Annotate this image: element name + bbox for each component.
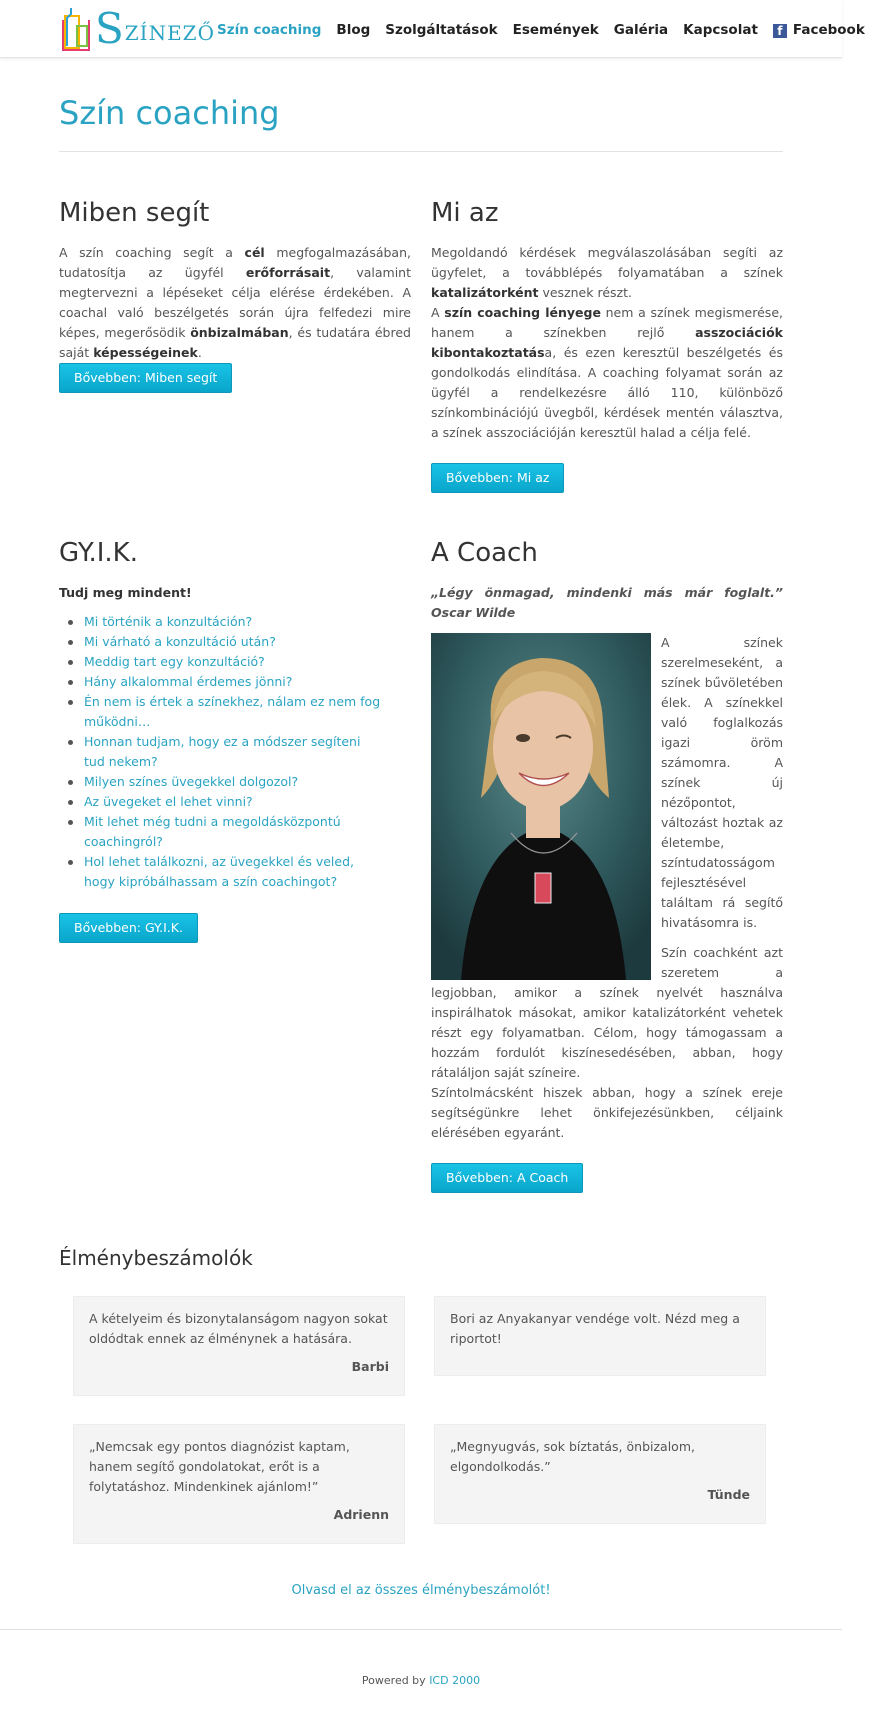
gyik-more-button[interactable]: Bővebben: GY.I.K. [59,913,198,943]
faq-link[interactable]: Honnan tudjam, hogy ez a módszer segíteni tud nekem? [84,732,384,772]
icd-link[interactable]: ICD 2000 [429,1674,481,1687]
faq-link[interactable]: Mi történik a konzultáción? [84,612,384,632]
bottles-logo-icon [59,6,93,52]
faq-link[interactable]: Milyen színes üvegekkel dolgozol? [84,772,384,792]
coach-quote: „Légy önmagad, mindenki más már foglalt.” Oscar Wilde [431,585,783,620]
coach-paragraph-2: Szín coachként azt szeretem a legjobban, amikor a színek nyelvét használva inspirálhatok másokat, amikor katalizátorként vehetek részt egy folyamatban. Célom, hogy támogassam a hozzám fordulót kiszínesedésében, abban, hogy rátaláljon saját színeire. [431,945,783,1080]
testimonial-text: A kételyeim és bizonytalanságom nagyon sokat oldódtak ennek az élménynek a hatására. [89,1311,388,1346]
miben-title: Miben segít [59,198,210,228]
faq-link[interactable]: Mit lehet még tudni a megoldásközpontú coachingról? [84,812,384,852]
gyik-subtitle: Tudj meg mindent! [59,585,192,600]
facebook-icon: f [773,24,787,38]
testimonial-text: Bori az Anyakanyar vendége volt. Nézd meg a riportot! [450,1311,740,1346]
testimonial-card [434,1424,766,1524]
page-title: Szín coaching [59,94,280,132]
faq-link[interactable]: Hány alkalommal érdemes jönni? [84,672,384,692]
nav-galeria[interactable]: Galéria [613,22,669,38]
logo-wordmark: SZÍNEZŐ [95,4,215,53]
powered-by-label: Powered by [361,1674,426,1687]
coach-more-button[interactable]: Bővebben: A Coach [431,1163,583,1193]
title-divider [59,151,783,152]
gyik-list [84,612,384,892]
miben-more-button[interactable]: Bővebben: Miben segít [59,363,232,393]
facebook-label: Facebook [792,22,865,38]
nav-esemenyek[interactable]: Események [512,22,599,38]
all-testimonials-link[interactable]: Olvasd el az összes élménybeszámolót! [291,1583,551,1598]
nav-facebook[interactable] [773,20,865,40]
coach-title: A Coach [431,538,538,568]
testimonials-title: Élménybeszámolók [59,1246,253,1270]
nav-szolgaltatasok[interactable]: Szolgáltatások [385,22,498,38]
faq-link[interactable]: Az üvegeket el lehet vinni? [84,792,384,812]
testimonial-card [73,1296,405,1396]
faq-link[interactable]: Meddig tart egy konzultáció? [84,652,384,672]
nav-blog[interactable]: Blog [336,22,371,38]
miaz-title: Mi az [431,198,499,228]
testimonial-author: Adrienn [333,1507,389,1522]
footer [0,1671,842,1691]
nav-szin-coaching[interactable]: Szín coaching [217,22,322,38]
testimonial-author: Barbi [351,1359,389,1374]
photo-float-spacer [431,633,661,980]
testimonial-text: „Megnyugvás, sok bíztatás, önbizalom, elgondolkodás.” [450,1439,695,1474]
miben-text: A szín coaching segít a cél megfogalmazásában, tudatosítja az ügyfél erőforrásait, valamint megtervezni a lépéseket célja elérése érdekében. A coachal való beszélgetés során újra felfedezi mire képes, megerősödik önbizalmában, és tudatára ébred saját képességeinek. [59,245,411,360]
testimonial-text: „Nemcsak egy pontos diagnózist kaptam, hanem segítő gondolatokat, erőt is a folytatáshoz. Mindenkinek ajánlom!” [89,1439,350,1494]
coach-text [431,633,783,1143]
footer-divider [0,1629,842,1630]
top-navbar [0,0,865,58]
testimonial-author: Tünde [707,1487,750,1502]
faq-link[interactable]: Én nem is értek a színekhez, nálam ez nem fog működni… [84,692,384,732]
testimonial-card [73,1424,405,1544]
nav-kapcsolat[interactable]: Kapcsolat [683,22,758,38]
site-logo[interactable] [59,4,215,53]
testimonial-card[interactable] [434,1296,766,1376]
miaz-more-button[interactable]: Bővebben: Mi az [431,463,564,493]
main-nav [217,20,880,40]
faq-link[interactable]: Mi várható a konzultáció után? [84,632,384,652]
coach-paragraph-1: A színek szerelmeseként, a színek bűvöletében élek. A színekkel való foglalkozás igazi öröm számomra. A színek új nézőpontot, változást hoztak az életembe, színtudatosságom fejlesztésével találtam rá segítő hivatásomra is. [661,635,783,930]
faq-link[interactable]: Hol lehet találkozni, az üvegekkel és veled, hogy kipróbálhassam a szín coachingot? [84,852,384,892]
coach-paragraph-3: Színtolmácsként hiszek abban, hogy a színek ereje segítségünkre lehet önkifejezésünkben, céljaink elérésében egyaránt. [431,1085,783,1140]
gyik-title: GY.I.K. [59,538,138,568]
miaz-text: Megoldandó kérdések megválaszolásában segíti az ügyfelet, a továbblépés folyamatában a színek katalizátorként vesznek részt. A szín coaching lényege nem a színek megismerése, hanem a színekben rejlő asszociációk kibontakoztatása, és ezen keresztül beszélgetés és gondolkodás elindítása. A coaching folyamat során az ügyfél a rendelkezésre álló 110, különböző színkombinációjú üvegből, kérdések mentén választva, a színek asszociációján keresztül halad a célja felé. [431,245,783,440]
